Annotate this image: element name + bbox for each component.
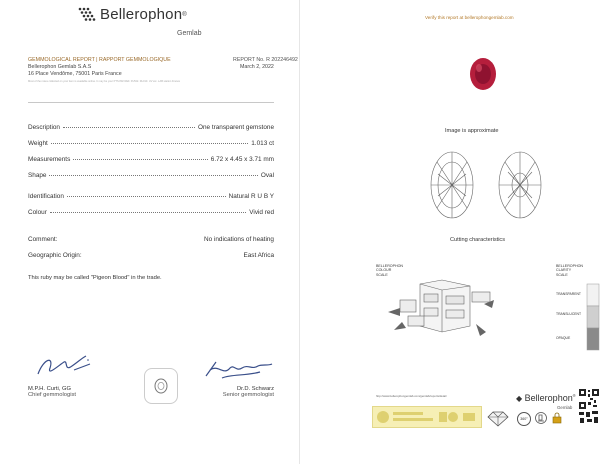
field-row (28, 156, 274, 163)
trade-note: This ruby may be called "Pigeon Blood" in the trade. (28, 275, 162, 281)
field-value: 1.013 ct (251, 140, 274, 147)
brand-name: Bellerophon (100, 6, 183, 23)
security-hologram (372, 406, 482, 428)
colour-scale-diagram (380, 278, 498, 350)
field-value: One transparent gemstone (197, 124, 274, 131)
image-approx-label: Image is approximate (445, 128, 499, 134)
brand-sub: Gemlab (177, 30, 202, 37)
hologram-pattern-icon (373, 407, 481, 427)
field-row (28, 140, 274, 147)
signer-name: Dr.D. Schwarz (236, 386, 274, 392)
cut-diagram (428, 146, 544, 224)
brand-dots-icon (78, 7, 100, 23)
clarity-scale-label: BELLEROPHON CLARITY SCALE (556, 264, 583, 277)
company-name: Bellerophon Gemlab S.A.S (28, 64, 92, 70)
divider (28, 102, 274, 103)
field-value: 6.72 x 4.45 x 3.71 mm (210, 156, 274, 163)
comment-row (28, 236, 274, 243)
field-value: Vivid red (249, 209, 274, 216)
signer-title: Senior gemmologist (222, 392, 274, 398)
colour-scale-label: BELLEROPHON COLOUR SCALE (376, 264, 403, 277)
report-number: REPORT No. R 202246492 (233, 57, 298, 63)
verify-link[interactable]: Verify this report at bellerophongemlab.com (425, 15, 514, 20)
brand-reg-mark: ® (182, 11, 187, 18)
clarity-transparent: TRANSPARENT (556, 292, 581, 296)
page-fold (299, 0, 300, 464)
view-360-badge[interactable]: 360° (517, 412, 531, 426)
signature-curti (34, 352, 96, 380)
brand-sub: Gemlab (557, 405, 573, 410)
field-value: Natural R U B Y (228, 193, 274, 200)
field-label: Description (28, 124, 60, 131)
cutting-label: Cutting characteristics (450, 237, 506, 243)
signature-schwarz (202, 358, 276, 382)
field-label: Measurements (28, 156, 71, 163)
comment-label: Geographic Origin: (28, 252, 82, 259)
signature-right-block (222, 386, 274, 398)
comment-row (28, 252, 274, 259)
brand-reg-mark: ® (572, 393, 576, 398)
signer-title: Chief gemmologist (28, 392, 77, 398)
field-row (28, 172, 274, 179)
brand-logo (78, 6, 187, 23)
microscope-icon (535, 412, 547, 424)
clarity-translucent: TRANSLUCENT (556, 312, 582, 316)
gem-stamp (144, 368, 178, 404)
field-label: Identification (28, 193, 64, 200)
field-row (28, 193, 274, 200)
clarity-scale-swatches (586, 282, 600, 352)
field-row (28, 209, 274, 216)
field-label: Colour (28, 209, 47, 216)
ruby-photo (467, 56, 499, 92)
company-address: 16 Place Vendôme, 75001 Paris France (28, 71, 122, 77)
fine-print: Most of the notes collected on your item is available online. It may be your PTS 802 REF. Pu532. RL010. UV etc. LAB station France (28, 80, 181, 83)
comment-label: Comment: (28, 236, 58, 243)
comment-value: No indications of heating (204, 236, 274, 243)
report-title: GEMMOLOGICAL REPORT | RAPPORT GEMMOLOGIQUE (28, 57, 171, 63)
field-label: Shape (28, 172, 47, 179)
brand-logo-small: ◆ Bellerophon® (516, 393, 576, 403)
field-value: Oval (260, 172, 274, 179)
report-date: March 2, 2022 (240, 64, 274, 70)
diamond-icon (486, 411, 510, 427)
report-url[interactable]: http://www.bellerophongemlab.com/gemlab/reports/detail (376, 394, 447, 398)
brand-name: Bellerophon (524, 393, 573, 403)
qr-code-icon[interactable] (578, 388, 600, 426)
comment-value: East Africa (243, 252, 274, 259)
signer-name: M.P.H. Curti, GG (28, 386, 72, 392)
field-label: Weight (28, 140, 48, 147)
clarity-opaque: OPAQUE (556, 336, 571, 340)
gem-outline-icon (152, 377, 170, 395)
field-row (28, 124, 274, 131)
signature-left-block (28, 386, 76, 398)
lock-icon (551, 412, 563, 424)
